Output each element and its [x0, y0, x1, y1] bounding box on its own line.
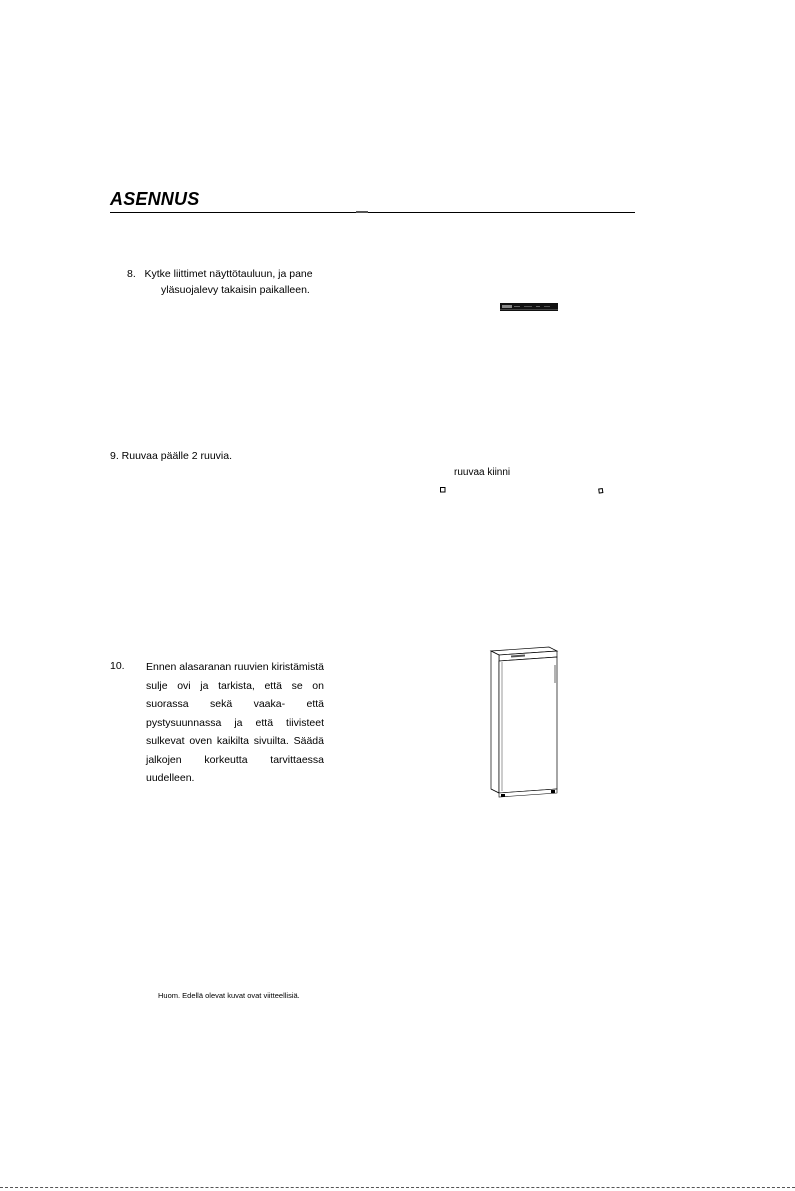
step-8 [127, 266, 332, 298]
title-divider [110, 212, 635, 213]
page-title: ASENNUS [110, 189, 200, 209]
step-10-number: 10. [110, 660, 125, 672]
page-bottom-border [0, 1187, 795, 1189]
step-9: 9. Ruuvaa päälle 2 ruuvia. [110, 450, 232, 462]
footer-note: Huom. Edellä olevat kuvat ovat viitteellisiä. [158, 991, 300, 1000]
step-8-line-2: yläsuojalevy takaisin paikalleen. [161, 284, 310, 296]
screw-label: ruuvaa kiinni [454, 467, 511, 478]
step-8-line-1: 8. Kytke liittimet näyttötauluun, ja pane [127, 268, 313, 280]
fridge-icon [487, 643, 559, 798]
screw-icon [440, 487, 446, 493]
screw-icon [598, 488, 604, 494]
divider-mark [356, 211, 368, 213]
step-10-text: Ennen alasaranan ruuvien kiristämistä sulje ovi ja tarkista, että se on suorassa sekä vaaka- että pystysuunnassa ja että tiivisteet sulkevat oven kaikilta sivuilta. Säädä jalkojen korkeutta tarvittaessa uudelleen. [146, 661, 325, 784]
display-panel-icon [500, 303, 558, 311]
